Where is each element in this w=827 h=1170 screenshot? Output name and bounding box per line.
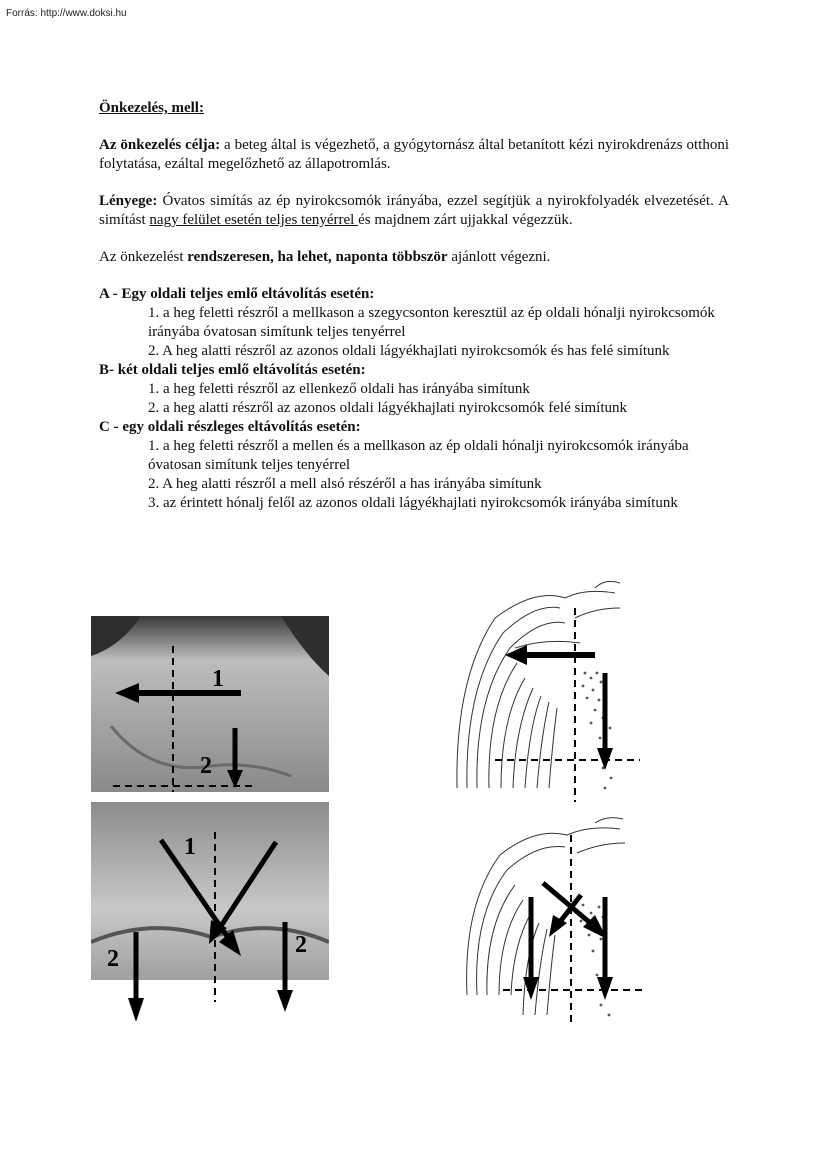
arrow-label-2: 2 xyxy=(200,753,212,779)
page-title: Önkezelés, mell: xyxy=(99,100,204,116)
goal-text: a beteg által is végezhető, a gyógytornász által betanított kézi nyirokdrenázs otthoni folytatása, ezáltal megelőzhető az állapotromlás. xyxy=(99,137,729,172)
essence-label: Lényege: xyxy=(99,193,158,209)
list-item: 2. A heg alatti részről az azonos oldali lágyékhajlati nyirokcsomók és has felé simítunk xyxy=(148,343,670,359)
essence-text-b: és majdnem zárt ujjakkal végezzük. xyxy=(358,212,573,228)
photo-two-sided-mastectomy xyxy=(91,802,329,1028)
photo-one-sided-illustration xyxy=(91,616,329,792)
regular-paragraph xyxy=(99,248,729,267)
document-body xyxy=(99,99,729,513)
regular-bold: rendszeresen, ha lehet, naponta többször xyxy=(187,249,448,265)
photo-one-sided-mastectomy xyxy=(91,616,329,792)
source-note: Forrás: http://www.doksi.hu xyxy=(6,8,127,19)
goal-paragraph xyxy=(99,136,729,174)
list-item: 1. a heg feletti részről az ellenkező oldali has irányába simítunk xyxy=(148,381,530,397)
section-heading: C - egy oldali részleges eltávolítás esetén: xyxy=(99,419,361,435)
photo-two-sided-illustration xyxy=(91,802,329,1028)
section-c xyxy=(99,418,729,513)
essence-text-a: Óvatos simítás az ép nyirokcsomók irányába, ezzel segítjük a nyirokfolyadék elvezetését. A simítást xyxy=(99,193,729,228)
arrow-label-2-left: 2 xyxy=(107,946,119,972)
lymph-diagram-partial xyxy=(455,815,650,1025)
arrow-label-1: 1 xyxy=(184,834,196,860)
goal-label: Az önkezelés célja: xyxy=(99,137,221,153)
lymph-diagram-one-sided-illustration xyxy=(455,578,645,802)
essence-paragraph xyxy=(99,192,729,230)
section-a xyxy=(99,285,729,361)
list-item: 1. a heg feletti részről a mellkason a szegycsonton keresztül az ép oldali hónalji nyirokcsomók irányába óvatosan simítunk teljes tenyérrel xyxy=(148,305,715,340)
lymph-diagram-partial-illustration xyxy=(455,815,650,1025)
section-b xyxy=(99,361,729,418)
essence-underlined: nagy felület esetén teljes tenyérrel xyxy=(149,212,359,228)
list-item: 2. A heg alatti részről a mell alsó részéről a has irányába simítunk xyxy=(148,476,542,492)
arrow-label-2-right: 2 xyxy=(295,932,307,958)
regular-pre: Az önkezelést xyxy=(99,249,188,265)
section-heading: B- két oldali teljes emlő eltávolítás esetén: xyxy=(99,362,366,378)
list-item: 1. a heg feletti részről a mellen és a mellkason az ép oldali hónalji nyirokcsomók irányába óvatosan simítunk teljes tenyérrel xyxy=(148,438,689,473)
arrow-label-1: 1 xyxy=(212,666,224,692)
list-item: 3. az érintett hónalj felől az azonos oldali lágyékhajlati nyirokcsomók irányába simítunk xyxy=(148,495,678,511)
section-heading: A - Egy oldali teljes emlő eltávolítás esetén: xyxy=(99,286,375,302)
regular-post: ajánlott végezni. xyxy=(447,249,551,265)
lymph-diagram-one-sided xyxy=(455,578,645,802)
list-item: 2. a heg alatti részről az azonos oldali lágyékhajlati nyirokcsomók felé simítunk xyxy=(148,400,628,416)
